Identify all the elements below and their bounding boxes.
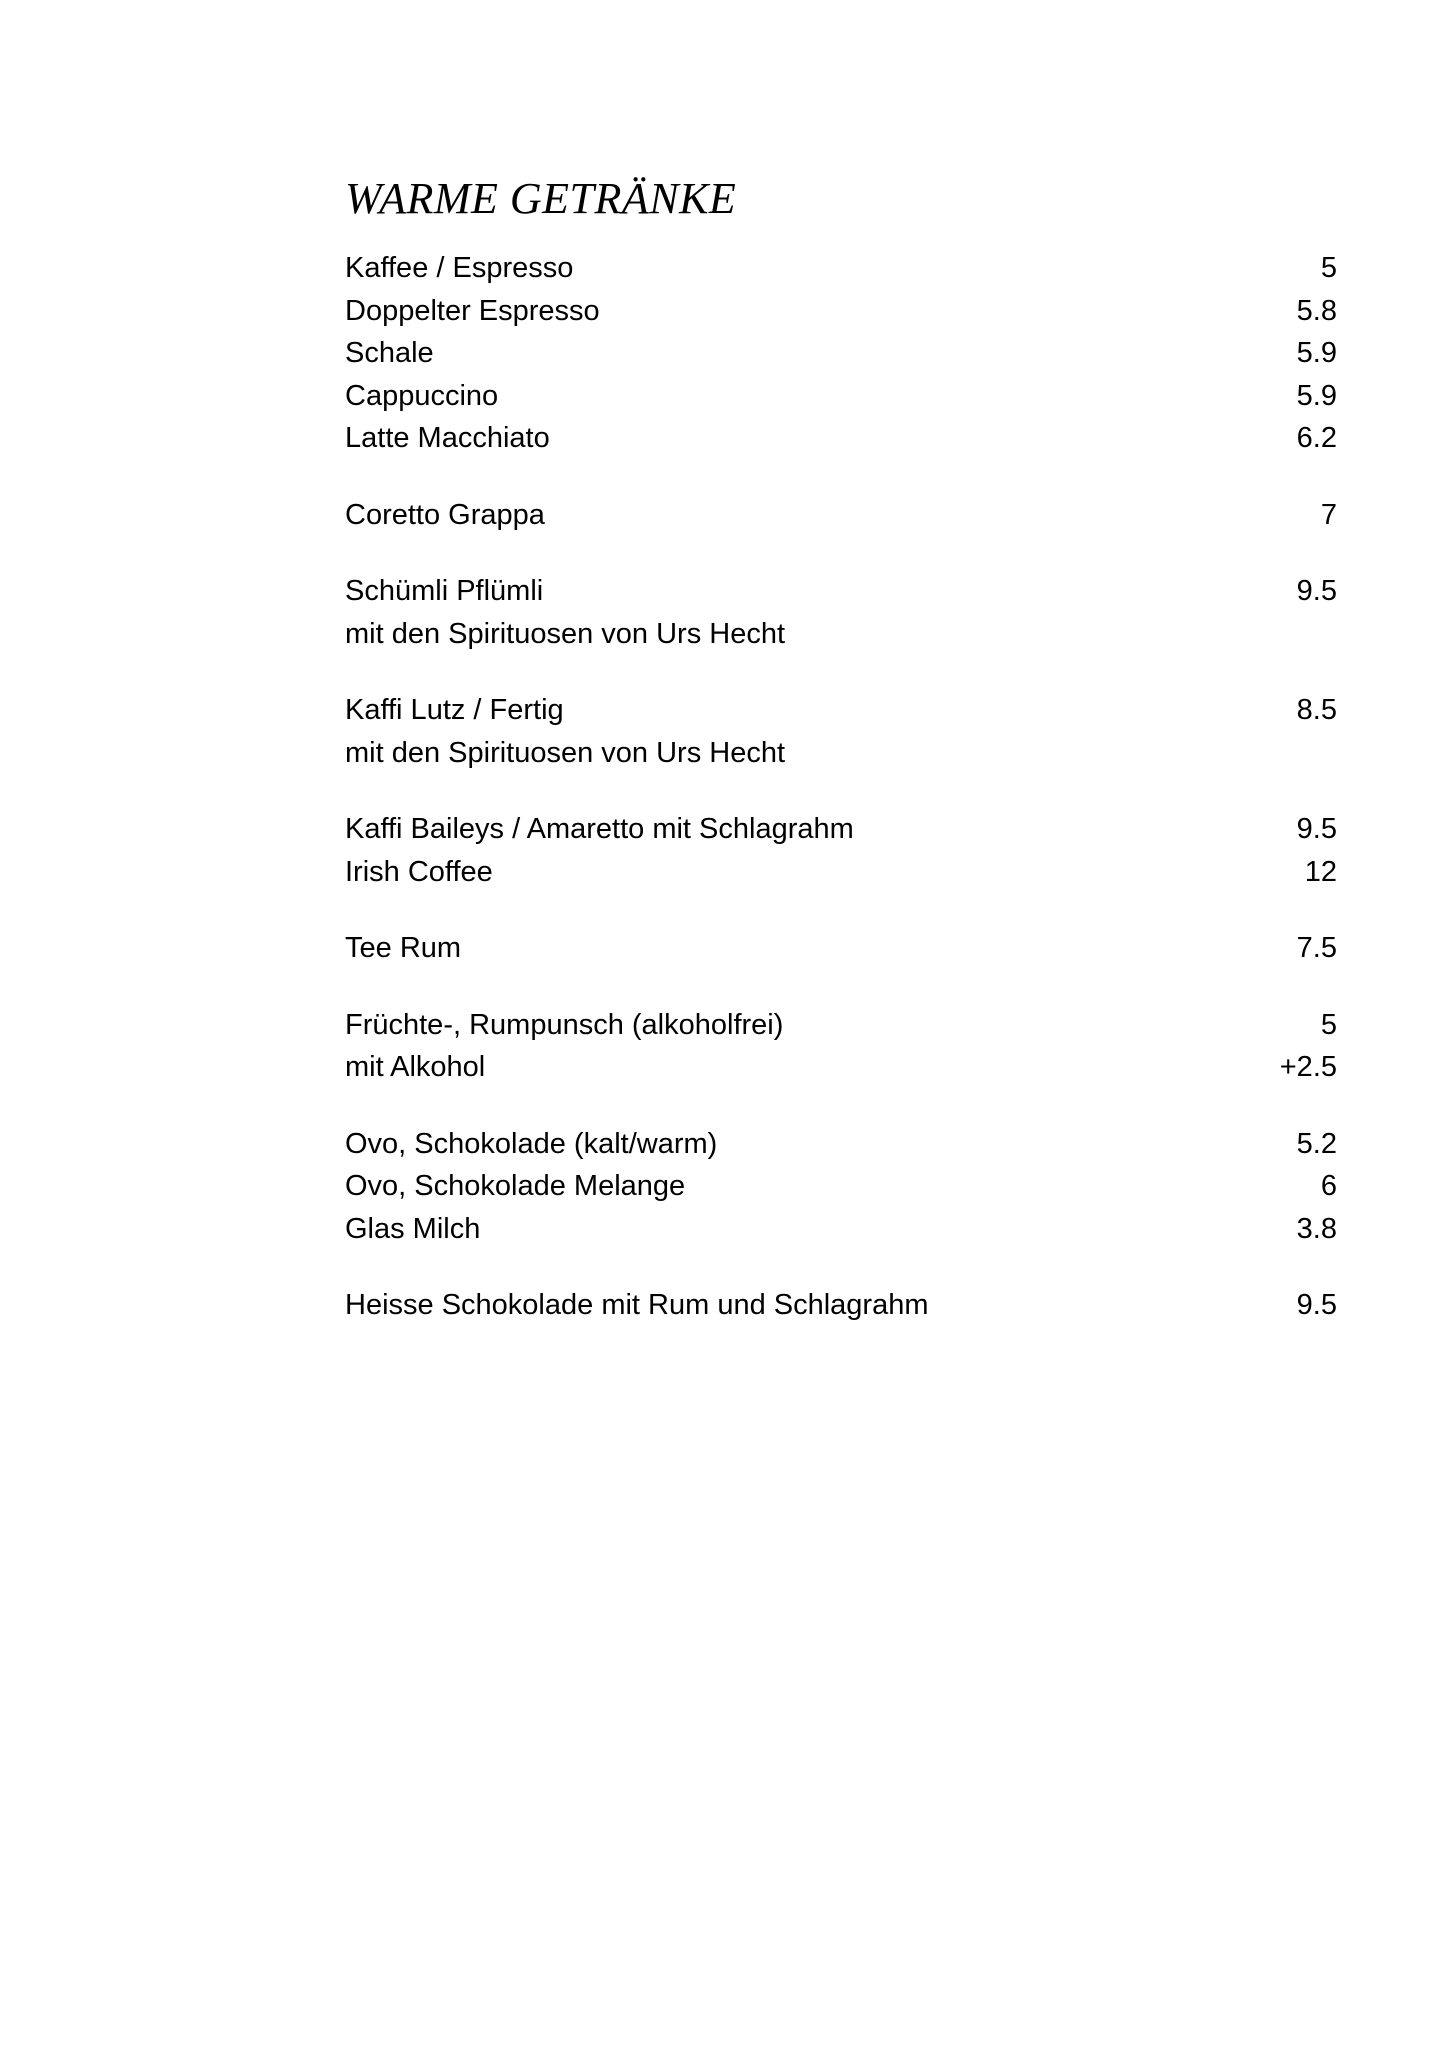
menu-item bbox=[345, 375, 1337, 418]
item-price: 3.8 bbox=[1296, 1212, 1337, 1245]
menu-item bbox=[345, 494, 1337, 537]
menu-item bbox=[345, 417, 1337, 460]
item-price: 5.8 bbox=[1296, 294, 1337, 327]
menu-item bbox=[345, 927, 1337, 970]
menu-item bbox=[345, 332, 1337, 375]
menu-item bbox=[345, 1208, 1337, 1251]
item-price: 9.5 bbox=[1296, 1289, 1337, 1321]
item-price: 5.9 bbox=[1296, 379, 1337, 412]
menu-group-liqueur-coffee bbox=[345, 808, 1337, 893]
menu-item bbox=[345, 851, 1337, 894]
item-price: 7.5 bbox=[1296, 932, 1337, 964]
menu-group-grappa bbox=[345, 494, 1337, 537]
item-name: mit den Spirituosen von Urs Hecht bbox=[345, 617, 786, 650]
menu-item bbox=[345, 570, 1337, 613]
item-name: Cappuccino bbox=[345, 379, 499, 412]
item-price: 9.5 bbox=[1296, 813, 1337, 845]
item-price: 5.9 bbox=[1296, 337, 1337, 369]
menu-item bbox=[345, 247, 1337, 290]
menu-group-kaffi-lutz bbox=[345, 689, 1337, 774]
item-name: Tee Rum bbox=[345, 932, 462, 964]
item-price: 6.2 bbox=[1296, 422, 1337, 454]
item-name: Irish Coffee bbox=[345, 855, 493, 888]
menu-item bbox=[345, 1165, 1337, 1208]
item-name: mit Alkohol bbox=[345, 1051, 486, 1083]
drinks-menu bbox=[345, 247, 1337, 1361]
item-name: Latte Macchiato bbox=[345, 422, 550, 454]
item-price: 6 bbox=[1320, 1170, 1337, 1202]
menu-group-hot-chocolate bbox=[345, 1284, 1337, 1327]
item-name: Heisse Schokolade mit Rum und Schlagrahm bbox=[345, 1289, 929, 1321]
item-name: mit den Spirituosen von Urs Hecht bbox=[345, 736, 786, 769]
item-name: Doppelter Espresso bbox=[345, 294, 600, 327]
page-title: WARME GETRÄNKE bbox=[345, 174, 737, 223]
item-price: 8.5 bbox=[1296, 694, 1337, 726]
menu-group-schuemli bbox=[345, 570, 1337, 655]
item-price: 5.2 bbox=[1296, 1127, 1337, 1160]
item-name: Kaffi Lutz / Fertig bbox=[345, 694, 564, 726]
menu-item bbox=[345, 290, 1337, 333]
menu-group-coffee bbox=[345, 247, 1337, 460]
item-name: Schümli Pflümli bbox=[345, 575, 544, 607]
menu-item bbox=[345, 808, 1337, 851]
item-price: 7 bbox=[1320, 498, 1337, 531]
item-name: Kaffee / Espresso bbox=[345, 252, 574, 284]
item-price: +2.5 bbox=[1279, 1051, 1337, 1083]
menu-group-tee-rum bbox=[345, 927, 1337, 970]
menu-item-note bbox=[345, 613, 1337, 656]
item-name: Schale bbox=[345, 337, 434, 369]
item-name: Glas Milch bbox=[345, 1212, 481, 1245]
item-name: Früchte-, Rumpunsch (alkoholfrei) bbox=[345, 1008, 784, 1041]
item-price: 5 bbox=[1320, 1008, 1337, 1041]
menu-item bbox=[345, 1284, 1337, 1327]
item-name: Kaffi Baileys / Amaretto mit Schlagrahm bbox=[345, 813, 854, 845]
item-name: Ovo, Schokolade (kalt/warm) bbox=[345, 1127, 718, 1160]
item-price: 5 bbox=[1320, 252, 1337, 284]
item-price: 9.5 bbox=[1296, 575, 1337, 607]
menu-item bbox=[345, 689, 1337, 732]
menu-item-note bbox=[345, 732, 1337, 775]
menu-group-chocolate bbox=[345, 1123, 1337, 1251]
item-price: 12 bbox=[1304, 855, 1337, 888]
menu-item bbox=[345, 1004, 1337, 1047]
item-name: Ovo, Schokolade Melange bbox=[345, 1170, 686, 1202]
menu-group-punsch bbox=[345, 1004, 1337, 1089]
menu-item bbox=[345, 1046, 1337, 1089]
item-name: Coretto Grappa bbox=[345, 498, 545, 531]
menu-item bbox=[345, 1123, 1337, 1166]
